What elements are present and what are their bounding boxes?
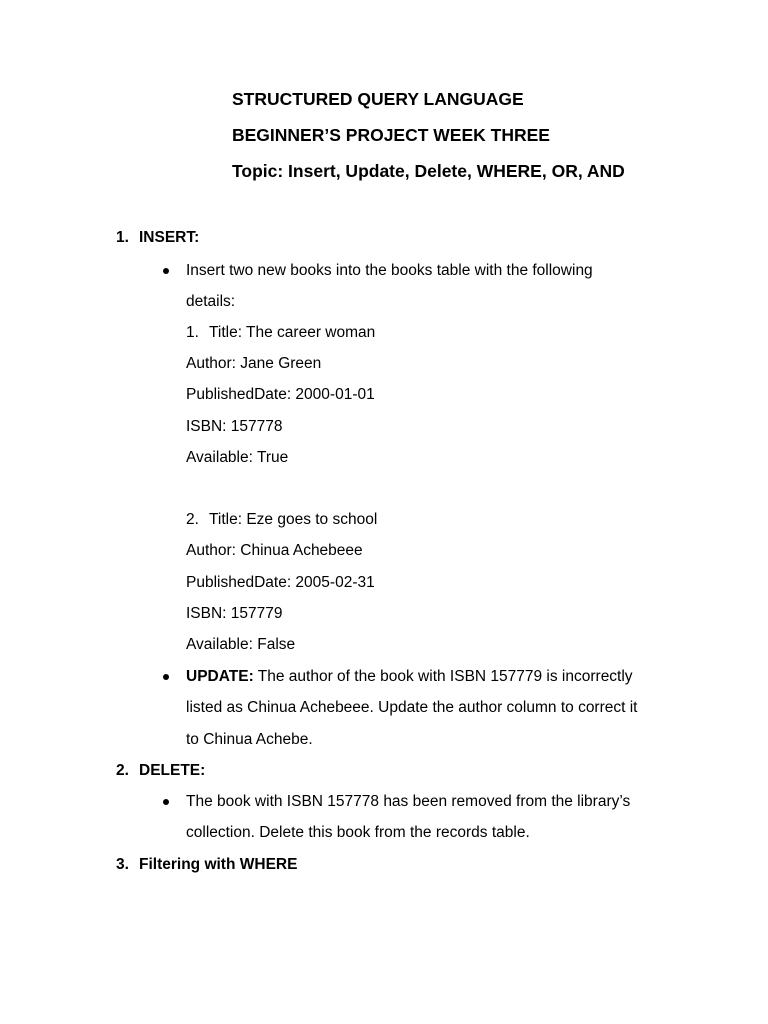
update-instruction	[186, 668, 633, 686]
section-number: 3.	[116, 856, 129, 873]
book-published-date: PublishedDate: 2000-01-01	[186, 386, 375, 403]
insert-instruction-line: details:	[186, 293, 236, 310]
book-isbn: ISBN: 157779	[186, 605, 283, 622]
book-title: Title: Eze goes to school	[209, 511, 378, 528]
book-published-date: PublishedDate: 2005-02-31	[186, 574, 375, 591]
section-number: 1.	[116, 229, 129, 246]
section-number: 2.	[116, 762, 129, 779]
document-title: STRUCTURED QUERY LANGUAGE	[232, 89, 524, 109]
insert-instruction-line: Insert two new books into the books table with the following	[186, 262, 593, 279]
book-author: Author: Chinua Achebeee	[186, 542, 363, 559]
section-heading-insert: INSERT:	[139, 229, 200, 246]
document-subtitle: BEGINNER’S PROJECT WEEK THREE	[232, 125, 550, 145]
bullet-icon	[163, 799, 169, 805]
delete-instruction-line: collection. Delete this book from the records table.	[186, 824, 530, 841]
book-available: Available: False	[186, 636, 296, 653]
bullet-icon	[163, 674, 169, 680]
update-text: The author of the book with ISBN 157779 is incorrectly	[253, 668, 633, 685]
document-topic: Topic: Insert, Update, Delete, WHERE, OR, AND	[232, 161, 625, 181]
book-title: Title: The career woman	[209, 324, 376, 341]
book-isbn: ISBN: 157778	[186, 418, 283, 435]
update-instruction-line: to Chinua Achebe.	[186, 731, 313, 748]
update-instruction-line: listed as Chinua Achebeee. Update the author column to correct it	[186, 699, 638, 716]
book-number: 2.	[186, 511, 199, 528]
bullet-icon	[163, 268, 169, 274]
book-number: 1.	[186, 324, 199, 341]
section-heading-filtering: Filtering with WHERE	[139, 856, 298, 873]
delete-instruction-line: The book with ISBN 157778 has been removed from the library’s	[186, 793, 631, 810]
update-label: UPDATE:	[186, 668, 254, 685]
section-heading-delete: DELETE:	[139, 762, 206, 779]
book-author: Author: Jane Green	[186, 355, 322, 372]
book-available: Available: True	[186, 449, 289, 466]
